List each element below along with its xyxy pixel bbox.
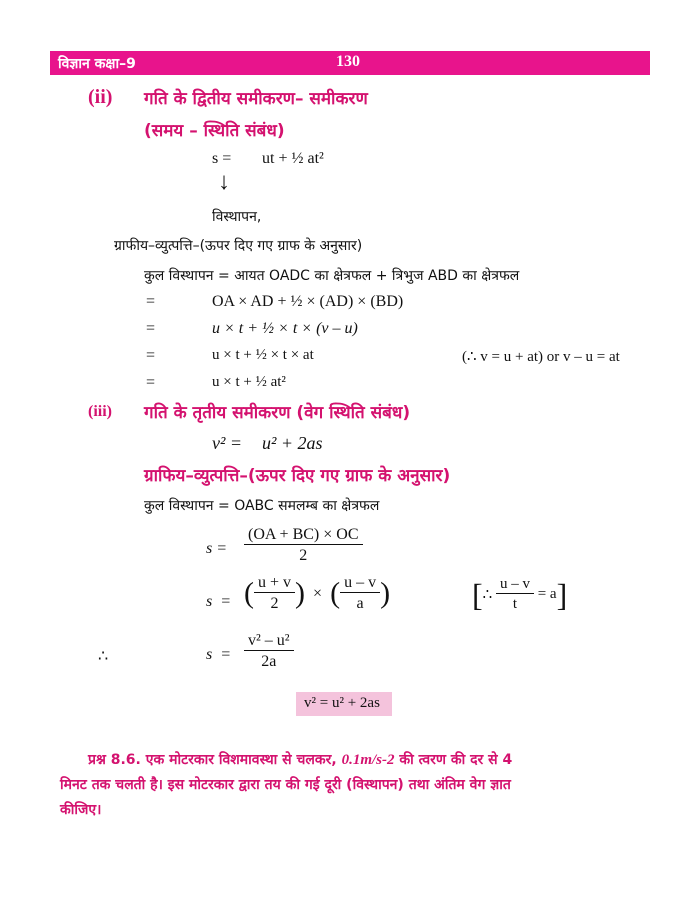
question-text-2: की त्वरण की दर से 4 xyxy=(399,752,513,768)
question-label: प्रश्न 8.6. xyxy=(88,752,141,768)
section-ii-title: गति के द्वितीय समीकरण– समीकरण xyxy=(144,89,368,109)
note-den: t xyxy=(512,596,518,612)
f2b-den: a xyxy=(356,595,364,612)
step3-expr: u × t + ½ × t × at xyxy=(212,347,314,363)
therefore-symbol: ∴ xyxy=(98,648,109,665)
question-text-1: एक मोटरकार विशमावस्था से चलकर, xyxy=(145,752,337,768)
eq2-rhs: ut + ½ at² xyxy=(262,150,324,167)
question-block xyxy=(60,748,640,823)
fraction-final xyxy=(244,632,294,671)
graph-derivation-ii: ग्राफीय–व्युत्पत्ति–(ऊपर दिए गए ग्राफ के अनुसार) xyxy=(114,238,363,254)
step4-eq: = xyxy=(146,374,156,391)
eq2-lhs: s = xyxy=(212,150,232,167)
step2-eq: = xyxy=(146,320,156,337)
fraction-area-num: (OA + BC) × OC xyxy=(244,526,363,545)
header-subject: विज्ञान कक्षा–9 xyxy=(58,56,136,72)
f2b-num: u – v xyxy=(340,574,380,593)
product-expression: ( $\frac{u + v}{2}$ ) × ( $\frac{u - v}{a}$ ) xyxy=(244,574,391,612)
section-iii-title: गति के तृतीय समीकरण (वेग स्थिति संबंध) xyxy=(144,403,411,423)
s-eq-1: s = xyxy=(206,540,228,557)
step4-expr: u × t + ½ at² xyxy=(212,374,286,390)
fraction-area xyxy=(244,526,363,565)
boxed-result: v² = u² + 2as xyxy=(304,695,380,711)
fraction-area-den: 2 xyxy=(299,547,308,564)
s-eq-2: s = xyxy=(206,593,232,610)
note-eq: = a xyxy=(537,586,557,602)
step3-eq: = xyxy=(146,347,156,364)
f3-num: v² – u² xyxy=(244,632,294,651)
graph-derivation-iii: ग्राफिय–व्युत्पत्ति–(ऊपर दिए गए ग्राफ के अनुसार) xyxy=(144,466,451,486)
step3-note: (∴ v = u + at) or v – u = at xyxy=(462,349,620,365)
section-number-iii: (iii) xyxy=(88,403,112,420)
step2-expr: u × t + ½ × t × (v – u) xyxy=(212,320,358,337)
times-sign: × xyxy=(313,584,323,602)
question-line-2: मिनट तक चलती है। इस मोटरकार द्वारा तय की गई दूरी (विस्थापन) तथा अंतिम वेग ज्ञात xyxy=(60,777,511,793)
total-displacement-ii: कुल विस्थापन = आयत OADC का क्षेत्रफल + त्रिभुज ABD का क्षेत्रफल xyxy=(144,268,520,284)
question-line-1 xyxy=(60,748,640,773)
step1-expr: OA × AD + ½ × (AD) × (BD) xyxy=(212,293,404,310)
eq3-lhs: v² = xyxy=(212,433,243,453)
side-note: [∴ $\frac{u - v}{t}$ = a] xyxy=(472,576,568,613)
page-number: 130 xyxy=(336,53,360,70)
down-arrow-icon: ↓ xyxy=(218,169,230,195)
question-line-3: कीजिए। xyxy=(60,802,102,818)
displacement-label: विस्थापन, xyxy=(212,209,262,225)
f2a-den: 2 xyxy=(270,595,279,612)
f3-den: 2a xyxy=(261,653,277,670)
note-num: u – v xyxy=(496,576,534,594)
section-number-ii: (ii) xyxy=(88,86,113,108)
step1-eq: = xyxy=(146,293,156,310)
section-ii-subtitle: (समय – स्थिति संबंध) xyxy=(144,121,285,141)
s-eq-3: s = xyxy=(206,646,232,663)
page-header xyxy=(50,51,650,75)
eq3-rhs: u² + 2as xyxy=(262,433,323,453)
total-displacement-iii: कुल विस्थापन = OABC समलम्ब का क्षेत्रफल xyxy=(144,498,380,514)
note-therefore: ∴ xyxy=(482,587,493,603)
f2a-num: u + v xyxy=(254,574,295,593)
question-rate: 0.1m/s-2 xyxy=(341,752,395,768)
